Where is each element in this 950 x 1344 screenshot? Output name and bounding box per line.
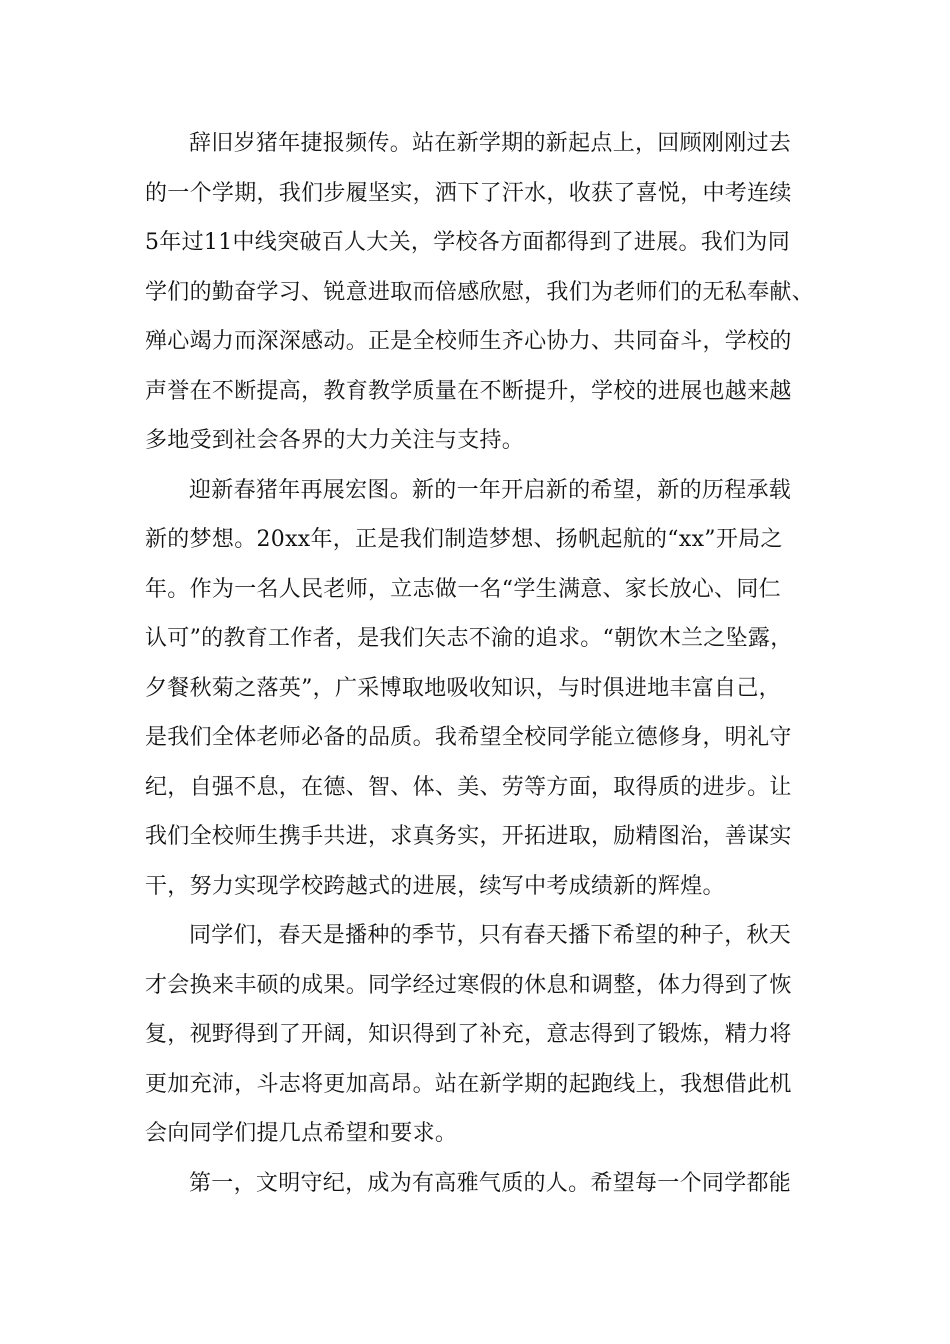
text-line: 会向同学们提几点希望和要求。 <box>145 1121 458 1146</box>
text-line: 多地受到社会各界的大力关注与支持。 <box>145 428 525 453</box>
text-line: 辞旧岁猪年捷报频传。站在新学期的新起点上，回顾刚刚过去 <box>189 131 792 156</box>
text-line: 才会换来丰硕的成果。同学经过寒假的休息和调整，体力得到了恢 <box>145 972 792 998</box>
text-line: 更加充沛，斗志将更加高昂。站在新学期的起跑线上，我想借此机 <box>145 1071 792 1097</box>
text-line: 是我们全体老师必备的品质。我希望全校同学能立德修身，明礼守 <box>145 725 792 750</box>
text-line: 殚心竭力而深深感动。正是全校师生齐心协力、共同奋斗，学校的 <box>145 329 792 354</box>
text-line: 新的梦想。20xx年，正是我们制造梦想、扬帆起航的“xx”开局之 <box>145 527 783 552</box>
text-line: 学们的勤奋学习、锐意进取而倍感欣慰，我们为老师们的无私奉献、 <box>145 279 815 305</box>
text-line: 复，视野得到了开阔，知识得到了补充，意志得到了锻炼，精力将 <box>145 1022 792 1047</box>
text-line: 干，努力实现学校跨越式的进展，续写中考成绩新的辉煌。 <box>145 873 725 899</box>
text-line: 5年过11中线突破百人大关，学校各方面都得到了进展。我们为同 <box>145 230 790 255</box>
text-line: 的一个学期，我们步履坚实，洒下了汗水，收获了喜悦，中考连续 <box>145 180 792 206</box>
text-line: 夕餐秋菊之落英”，广采博取地吸收知识，与时俱进地丰富自己， <box>145 675 781 701</box>
text-line: 声誉在不断提高，教育教学质量在不断提升，学校的进展也越来越 <box>145 378 792 404</box>
text-line: 我们全校师生携手共进，求真务实，开拓进取，励精图治，善谋实 <box>145 824 792 849</box>
text-line: 第一，文明守纪，成为有高雅气质的人。希望每一个同学都能 <box>189 1170 792 1196</box>
speech-text <box>145 128 825 1217</box>
text-line: 同学们，春天是播种的季节，只有春天播下希望的种子，秋天 <box>189 923 792 948</box>
text-line: 年。作为一名人民老师，立志做一名“学生满意、家长放心、同仁 <box>145 576 781 602</box>
text-line: 迎新春猪年再展宏图。新的一年开启新的希望，新的历程承载 <box>189 477 792 503</box>
text-line: 认可”的教育工作者，是我们矢志不渝的追求。“朝饮木兰之坠露， <box>145 626 793 651</box>
text-line: 纪，自强不息，在德、智、体、美、劳等方面，取得质的进步。让 <box>145 774 792 800</box>
